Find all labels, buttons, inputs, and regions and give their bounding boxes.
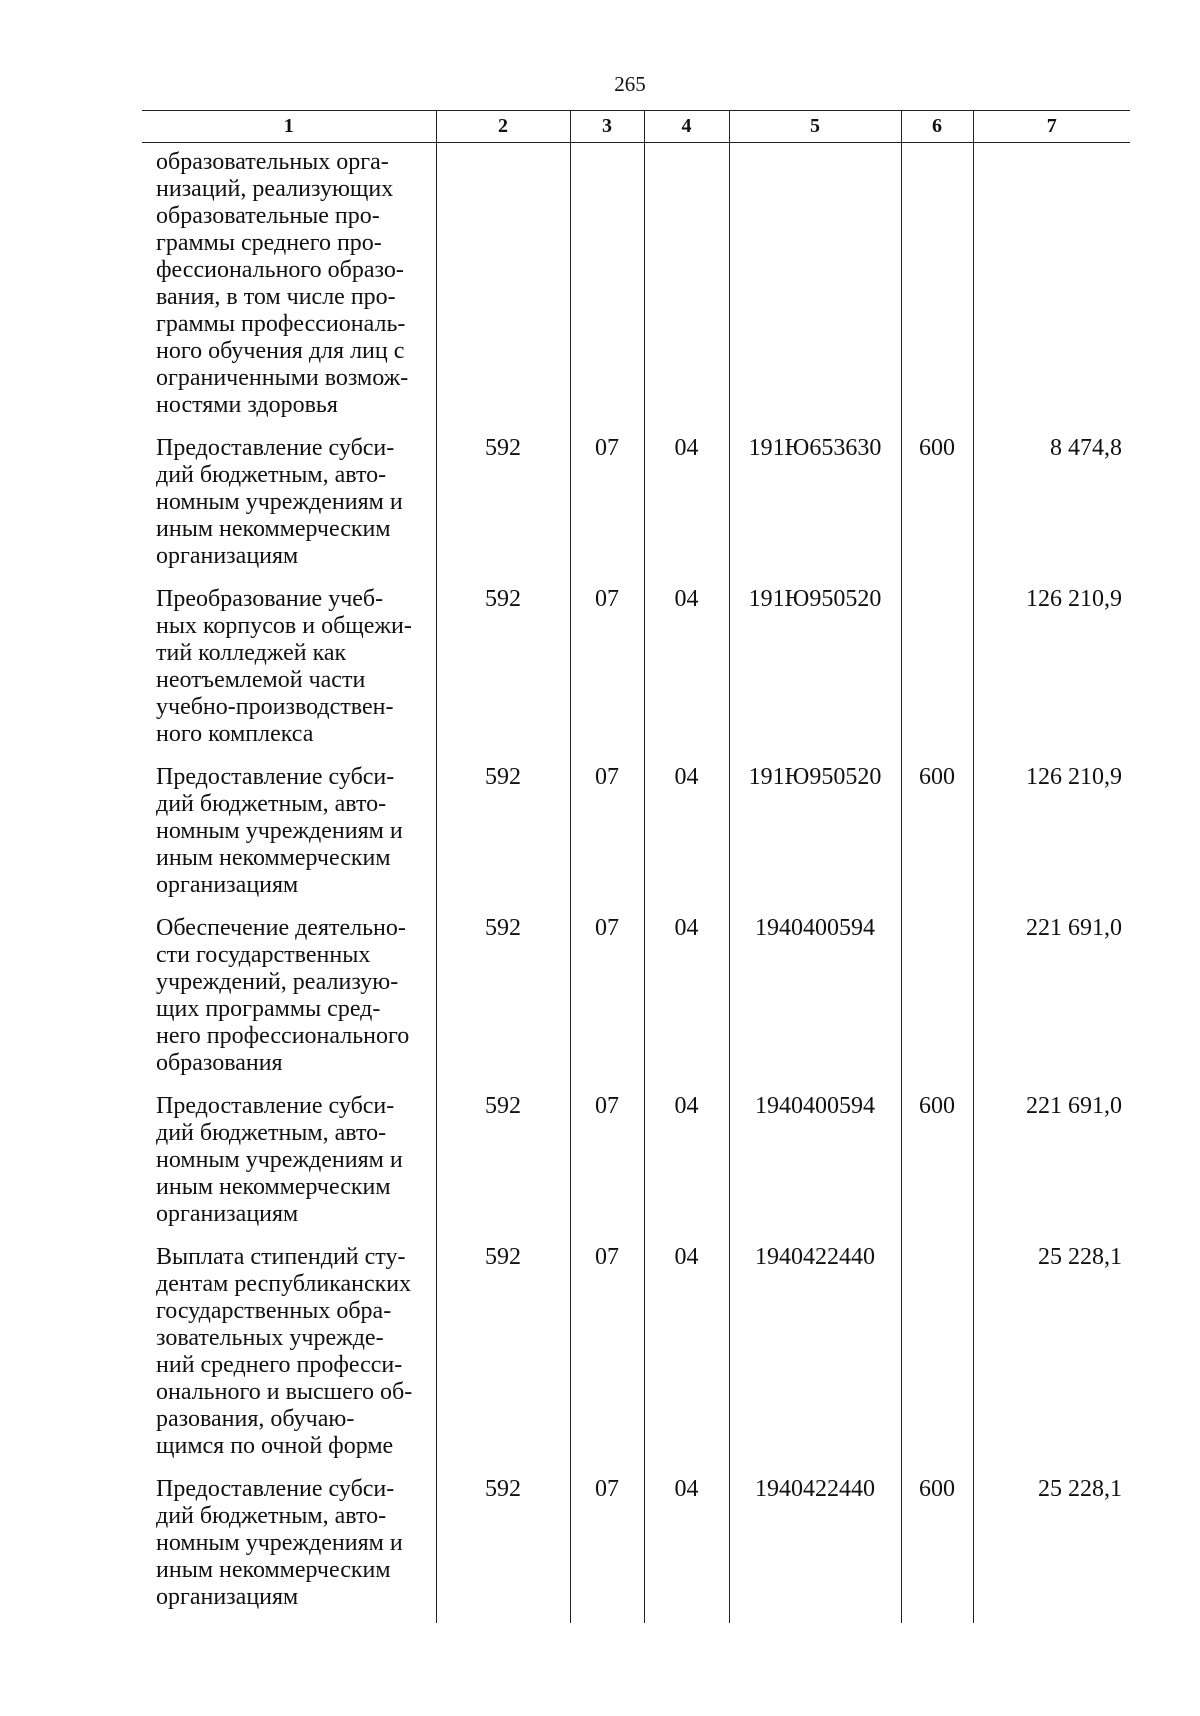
row-col-3: 07 (570, 907, 644, 1085)
column-header-3: 3 (570, 111, 644, 143)
row-col-2: 592 (436, 1236, 570, 1468)
row-col-6 (901, 907, 973, 1085)
row-col-5: 1940400594 (729, 907, 901, 1085)
row-col-3: 07 (570, 1468, 644, 1623)
row-col-6 (901, 578, 973, 756)
row-col-4: 04 (644, 1236, 729, 1468)
row-col-4: 04 (644, 578, 729, 756)
column-header-5: 5 (729, 111, 901, 143)
row-description: Преобразование учеб- ных корпусов и общежи- тий колледжей как неотъемлемой части учебно-производствен- ного комплекса (156, 586, 412, 747)
row-amount: 221 691,0 (973, 1085, 1130, 1236)
row-col-3: 07 (570, 427, 644, 578)
row-amount: 25 228,1 (973, 1468, 1130, 1623)
row-col-6 (901, 1236, 973, 1468)
row-col-6 (901, 143, 973, 428)
row-amount: 221 691,0 (973, 907, 1130, 1085)
row-col-2: 592 (436, 756, 570, 907)
table-row (142, 1236, 1130, 1468)
table-body (142, 143, 1130, 1624)
table-row (142, 907, 1130, 1085)
row-col-4 (644, 143, 729, 428)
row-col-4: 04 (644, 1085, 729, 1236)
column-header-4: 4 (644, 111, 729, 143)
row-col-4: 04 (644, 427, 729, 578)
row-amount: 126 210,9 (973, 756, 1130, 907)
row-col-5: 1940422440 (729, 1468, 901, 1623)
row-col-6: 600 (901, 1085, 973, 1236)
row-description: Выплата стипендий сту- дентам республиканских государственных обра- зовательных учрежде- ний среднего професси- онального и высшего об- разования, обучаю- щимся по очной форме (156, 1244, 413, 1459)
row-amount (973, 143, 1130, 428)
row-col-2: 592 (436, 427, 570, 578)
row-col-3: 07 (570, 578, 644, 756)
table-row (142, 143, 1130, 428)
row-col-4: 04 (644, 1468, 729, 1623)
row-col-3: 07 (570, 1085, 644, 1236)
row-col-2: 592 (436, 578, 570, 756)
row-col-5: 191Ю950520 (729, 578, 901, 756)
row-col-5 (729, 143, 901, 428)
column-header-2: 2 (436, 111, 570, 143)
table-row (142, 756, 1130, 907)
row-col-2: 592 (436, 907, 570, 1085)
row-col-5: 1940400594 (729, 1085, 901, 1236)
table-row (142, 427, 1130, 578)
row-amount: 25 228,1 (973, 1236, 1130, 1468)
table-row (142, 1468, 1130, 1623)
row-col-6: 600 (901, 427, 973, 578)
row-col-3: 07 (570, 756, 644, 907)
row-col-3 (570, 143, 644, 428)
row-description: Предоставление субси- дий бюджетным, авто- номным учреждениям и иным некоммерческим организациям (156, 1476, 403, 1610)
row-col-2: 592 (436, 1085, 570, 1236)
column-header-6: 6 (901, 111, 973, 143)
row-description: образовательных орга- низаций, реализующих образовательные про- граммы среднего про- фессионального образо- вания, в том числе про- граммы профессиональ- ного обучения для лиц с ограниченными возмож- ностями здоровья (156, 149, 409, 418)
row-amount: 8 474,8 (973, 427, 1130, 578)
row-col-5: 191Ю950520 (729, 756, 901, 907)
table-header (142, 111, 1130, 143)
row-col-5: 191Ю653630 (729, 427, 901, 578)
table-row (142, 1085, 1130, 1236)
row-amount: 126 210,9 (973, 578, 1130, 756)
row-col-3: 07 (570, 1236, 644, 1468)
column-header-1: 1 (142, 111, 436, 143)
row-col-2: 592 (436, 1468, 570, 1623)
row-description: Предоставление субси- дий бюджетным, авто- номным учреждениям и иным некоммерческим организациям (156, 764, 403, 898)
row-col-5: 1940422440 (729, 1236, 901, 1468)
row-col-2 (436, 143, 570, 428)
table-row (142, 578, 1130, 756)
table-header-row (142, 111, 1130, 143)
row-col-6: 600 (901, 756, 973, 907)
row-description: Предоставление субси- дий бюджетным, авто- номным учреждениям и иным некоммерческим организациям (156, 1093, 403, 1227)
row-col-4: 04 (644, 756, 729, 907)
row-col-6: 600 (901, 1468, 973, 1623)
page-number: 265 (614, 72, 646, 96)
row-description: Обеспечение деятельно- сти государственных учреждений, реализую- щих программы сред- него профессионального образования (156, 915, 410, 1076)
row-description: Предоставление субси- дий бюджетным, авто- номным учреждениям и иным некоммерческим организациям (156, 435, 403, 569)
budget-table (142, 110, 1130, 1623)
row-col-4: 04 (644, 907, 729, 1085)
column-header-7: 7 (973, 111, 1130, 143)
